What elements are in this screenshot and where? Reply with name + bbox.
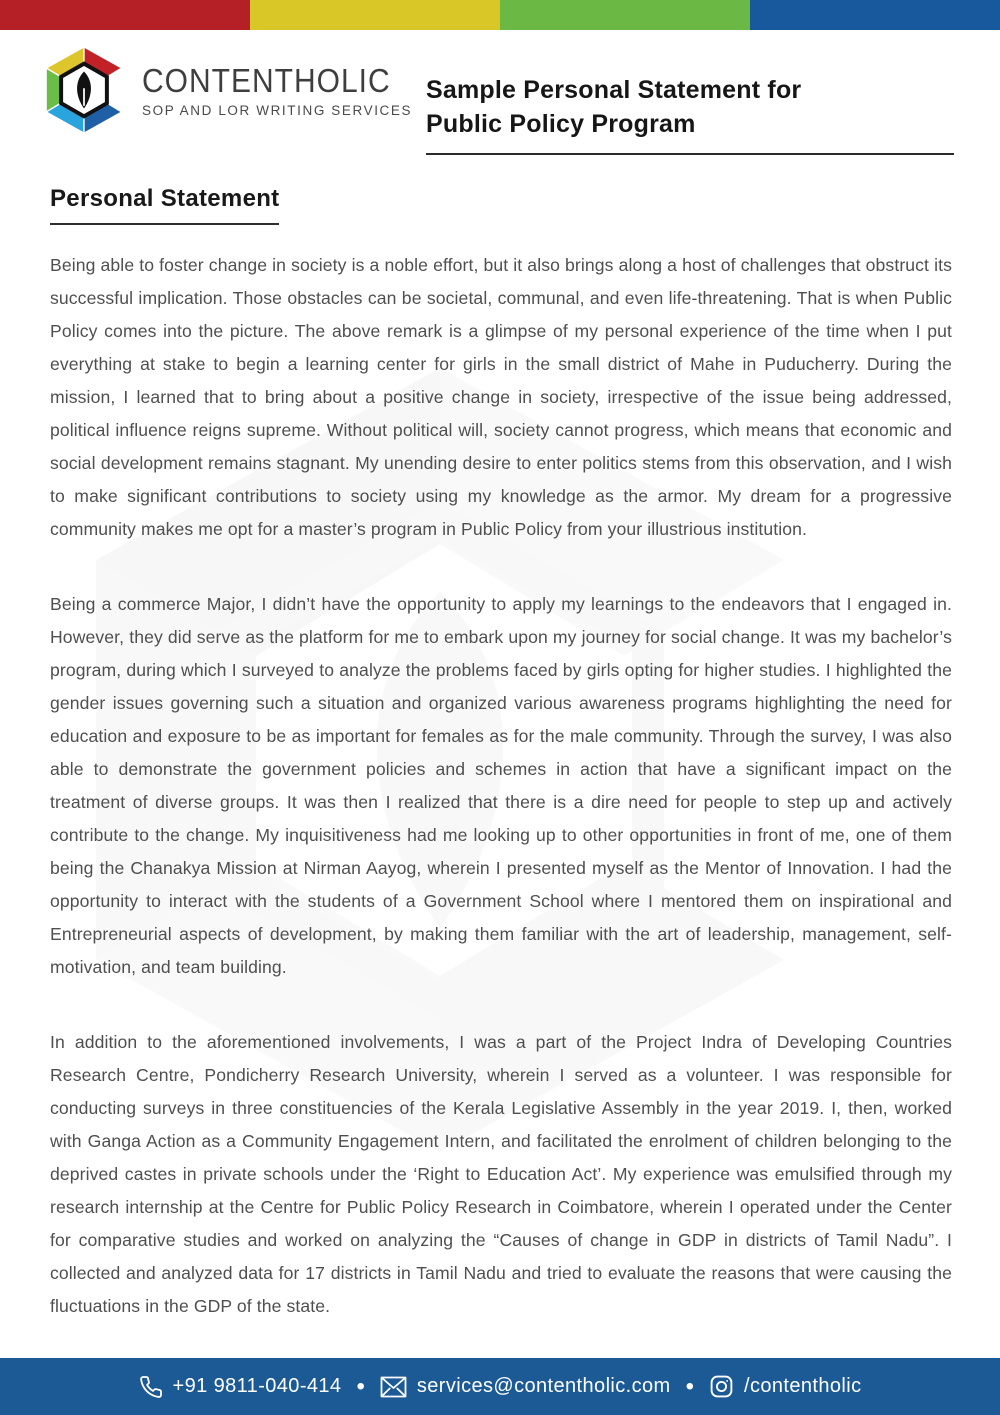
paragraph-1: Being able to foster change in society is a noble effort, but it also brings along a host of challenges that obstruct its successful implication. Those obstacles can be societal, communal, and even life-threatening. That is when Public Policy comes into the picture. The above remark is a glimpse of my personal experience of the time when I put everything at stake to begin a learning center for girls in the small district of Mahe in Puducherry. During the mission, I learned that to bring about a positive change in society, irrespective of the issue being addressed, political influence reigns supreme. Without political will, society cannot progress, which means that economic and social development remains stagnant. My unending desire to enter politics stems from this observation, and I wish to make significant contributions to society using my knowledge as the armor. My dream for a progressive community makes me opt for a master’s program in Public Policy from your illustrious institution. xyxy=(50,255,952,539)
instagram-handle[interactable]: /contentholic xyxy=(744,1375,862,1397)
paragraph-2: Being a commerce Major, I didn’t have the opportunity to apply my learnings to the endeavors that I engaged in. However, they did serve as the platform for me to embark upon my journey for social change. It was my bachelor’s program, during which I surveyed to analyze the problems faced by girls opting for higher studies. I highlighted the gender issues governing such a situation and organized various awareness programs highlighting the need for education and exposure to be as important for females as for the male community. Through the survey, I was also able to demonstrate the government policies and schemes in action that have a significant impact on the treatment of diverse groups. It was then I realized that there is a dire need for people to step up and actively contribute to the change. My inquisitiveness had me looking up to other opportunities in front of me, one of them being the Chanakya Mission at Nirman Aayog, wherein I presented myself as the Mentor of Innovation. I had the opportunity to interact with the students of a Government School where I mentored them on inspirational and Entrepreneurial aspects of development, by making them familiar with the art of leadership, management, self-motivation, and team building. xyxy=(50,594,952,977)
paragraph-3: In addition to the aforementioned involvements, I was a part of the Project Indra of Developing Countries Research Centre, Pondicherry Research University, wherein I served as a volunteer. I was responsible for conducting surveys in three constituencies of the Kerala Legislative Assembly in the year 2019. I, then, worked with Ganga Action as a Community Engagement Intern, and facilitated the enrolment of children belonging to the deprived castes in private schools under the ‘Right to Education Act’. My experience was emulsified through my research internship at the Centre for Public Policy Research in Coimbatore, wherein I operated under the Center for comparative studies and worked on analyzing the “Causes of change in GDP in districts of Tamil Nadu”. I collected and analyzed data for 17 districts in Tamil Nadu and tried to evaluate the reasons that were causing the fluctuations in the GDP of the state. xyxy=(50,1032,952,1316)
logo-text xyxy=(142,63,412,118)
header xyxy=(0,30,1000,155)
footer-contact-bar xyxy=(0,1358,1000,1415)
phone-number[interactable]: +91 9811-040-414 xyxy=(172,1375,342,1397)
document-title xyxy=(426,74,954,155)
personal-statement-body xyxy=(50,249,952,1323)
top-color-bar xyxy=(0,0,1000,30)
topbar-segment-yellow xyxy=(250,0,500,30)
hexagon-logo-icon xyxy=(38,46,130,134)
instagram-icon xyxy=(709,1374,734,1399)
footer-separator-dot: • xyxy=(356,1372,365,1400)
email-address[interactable]: services@contentholic.com xyxy=(416,1375,671,1397)
logo-name: CONTENTHOLIC xyxy=(142,62,391,100)
title-line-1: Sample Personal Statement for xyxy=(426,76,802,104)
title-line-2: Public Policy Program xyxy=(426,109,696,138)
contentholic-logo xyxy=(38,46,412,134)
footer-instagram xyxy=(709,1374,862,1399)
section-heading: Personal Statement xyxy=(50,185,279,225)
logo-tagline: SOP AND LOR WRITING SERVICES xyxy=(142,102,413,118)
topbar-segment-green xyxy=(500,0,750,30)
footer-phone xyxy=(139,1375,342,1399)
footer-separator-dot: • xyxy=(685,1372,694,1400)
title-underline xyxy=(426,153,954,155)
envelope-icon xyxy=(380,1376,407,1398)
footer-email xyxy=(380,1375,671,1398)
topbar-segment-blue xyxy=(750,0,1000,30)
phone-icon xyxy=(139,1375,163,1399)
topbar-segment-red xyxy=(0,0,250,30)
